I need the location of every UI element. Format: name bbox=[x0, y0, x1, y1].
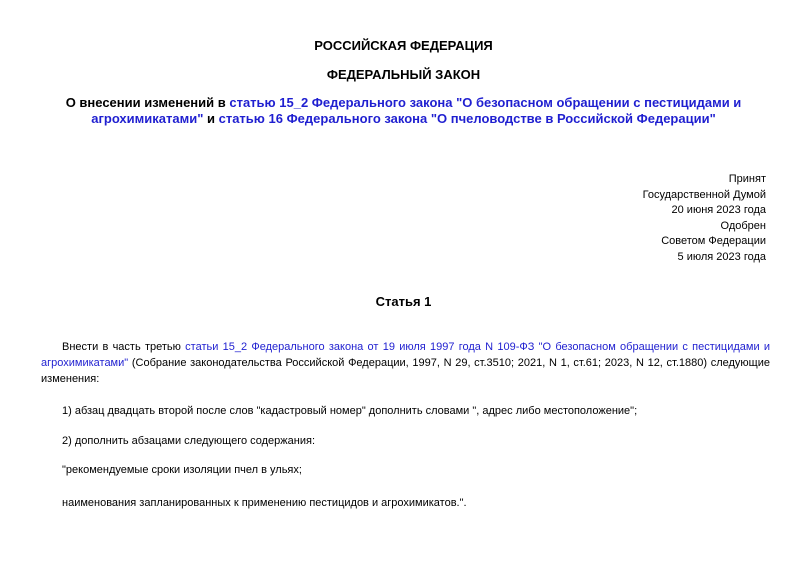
law-title-prefix: О внесении изменений в bbox=[65, 95, 230, 110]
intro-prefix: Внести в часть третью bbox=[62, 341, 186, 353]
adoption-line: 20 июня 2023 года bbox=[671, 204, 766, 217]
adoption-line: Принят bbox=[728, 173, 766, 185]
adoption-block bbox=[643, 172, 766, 266]
list-item: 2) дополнить абзацами следующего содержания: bbox=[62, 435, 315, 447]
law-title bbox=[40, 95, 767, 127]
adoption-line: Государственной Думой bbox=[642, 188, 766, 201]
approval-line: Советом Федерации bbox=[661, 235, 766, 248]
list-item: 1) абзац двадцать второй после слов "кадастровый номер" дополнить словами ", адрес либо местоположение"; bbox=[62, 405, 638, 417]
intro-link-article-15-2[interactable]: статьи 15_2 Федерального закона от 19 июля 1997 года N 109-ФЗ "О безопасном обращении с пестицидами и агрохимикатами" bbox=[41, 341, 770, 369]
document-type-heading: ФЕДЕРАЛЬНЫЙ ЗАКОН bbox=[326, 67, 481, 82]
law-title-middle: и bbox=[203, 111, 219, 126]
country-heading: РОССИЙСКАЯ ФЕДЕРАЦИЯ bbox=[314, 38, 493, 53]
quoted-paragraph: наименования запланированных к применению пестицидов и агрохимикатов.". bbox=[62, 497, 467, 509]
approval-line: 5 июля 2023 года bbox=[677, 250, 766, 263]
quoted-paragraph: "рекомендуемые сроки изоляции пчел в ульях; bbox=[62, 464, 302, 476]
article-heading: Статья 1 bbox=[375, 294, 432, 309]
law-title-link-article-16[interactable]: статью 16 Федерального закона "О пчеловодстве в Российской Федерации" bbox=[218, 111, 716, 126]
approval-line: Одобрен bbox=[720, 219, 766, 232]
intro-suffix: (Собрание законодательства Российской Федерации, 1997, N 29, ст.3510; 2021, N 1, ст.61; 2023, N 12, ст.1880) следующие изменения: bbox=[41, 357, 770, 385]
law-title-link-article-15-2[interactable]: статью 15_2 Федерального закона "О безопасном обращении с пестицидами и агрохимикатами" bbox=[91, 95, 742, 126]
article-intro-paragraph bbox=[41, 339, 770, 387]
